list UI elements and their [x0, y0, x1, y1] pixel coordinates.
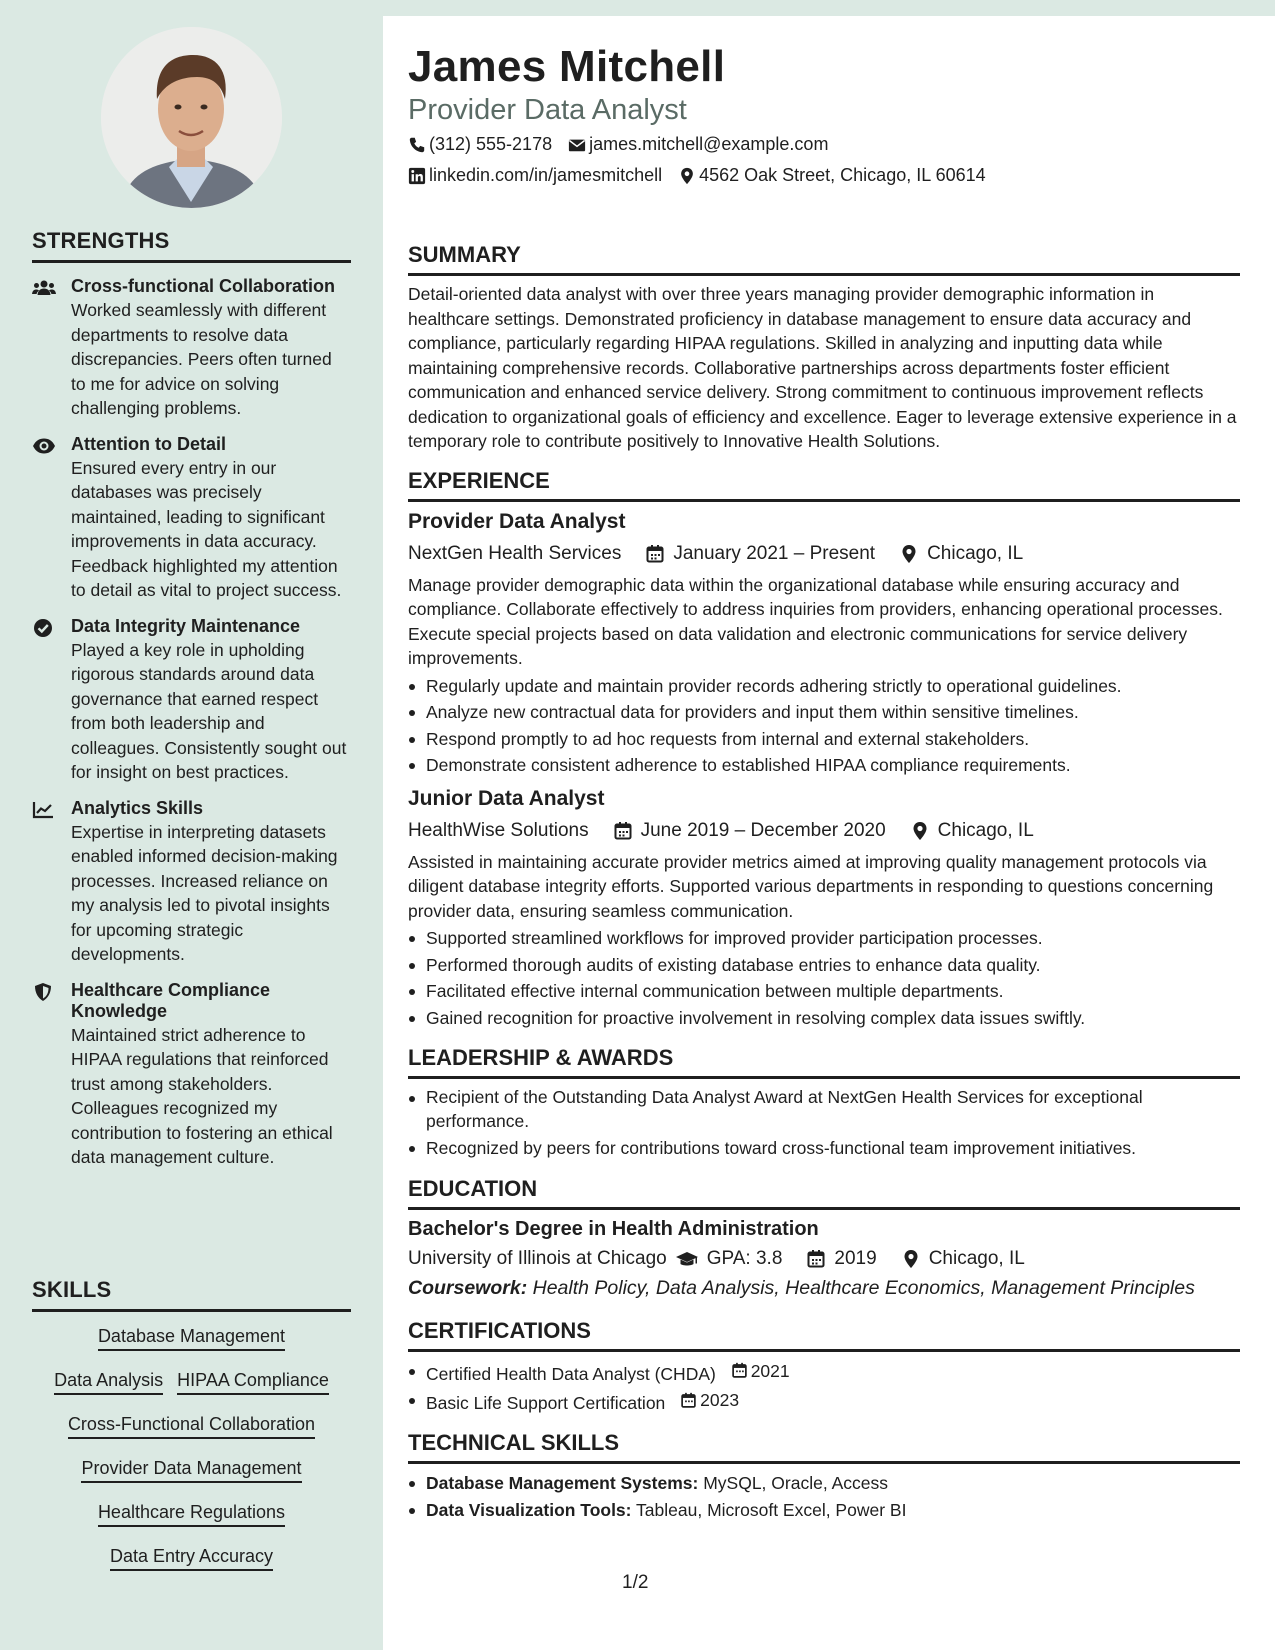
skill-tag: Cross-Functional Collaboration — [68, 1414, 315, 1439]
strength-title: Healthcare Compliance Knowledge — [71, 979, 271, 1021]
job-bullets — [408, 925, 1240, 1031]
job-entry — [408, 510, 1240, 779]
linkedin-contact[interactable] — [408, 165, 662, 186]
technical-skill-label: Data Visualization Tools: — [426, 1499, 632, 1520]
technical-skills-list — [408, 1470, 1240, 1523]
profile-photo — [101, 27, 282, 208]
address-contact — [678, 165, 986, 186]
shield-icon — [32, 982, 56, 1002]
main-content — [383, 16, 1275, 1650]
job-bullet: Demonstrate consistent adherence to established HIPAA compliance requirements. — [408, 752, 1240, 779]
contact-row — [408, 134, 828, 155]
job-dates: June 2019 – December 2020 — [640, 819, 886, 841]
certifications-heading: CERTIFICATIONS — [408, 1318, 1240, 1352]
calendar-icon — [645, 544, 665, 564]
leadership-list — [408, 1085, 1240, 1162]
job-bullet: Facilitated effective internal communication between multiple departments. — [408, 978, 1240, 1005]
job-bullets — [408, 673, 1240, 779]
job-bullet: Supported streamlined workflows for improved provider participation processes. — [408, 925, 1240, 952]
summary-text: Detail-oriented data analyst with over three years managing provider demographic information in healthcare settings. Demonstrated proficiency in database management to ensure data accuracy and compliance, particularly regarding HIPAA regulations. Skilled in analyzing and inputting data while maintaining comprehensive records. Collaborative partnerships across departments foster efficient communication and enhanced service delivery. Strong commitment to continuous improvement reflects dedication to organizational goals of efficiency and excellence. Eager to leverage extensive experience in a temporary role to contribute positively to Innovative Health Solutions. — [408, 284, 1237, 451]
job-location: Chicago, IL — [927, 542, 1024, 564]
job-bullet: Regularly update and maintain provider records adhering strictly to operational guidelines. — [408, 673, 1240, 700]
strength-item — [32, 980, 351, 1170]
job-bullet: Gained recognition for proactive involvement in resolving complex data issues swiftly. — [408, 1005, 1240, 1032]
skill-tag: Healthcare Regulations — [98, 1502, 285, 1527]
calendar-icon — [731, 1362, 748, 1379]
technical-skill-item — [408, 1497, 1240, 1524]
experience-heading: EXPERIENCE — [408, 468, 1240, 502]
job-company: NextGen Health Services — [408, 542, 622, 564]
strength-item — [32, 616, 351, 785]
skill-tag: Database Management — [98, 1326, 285, 1351]
education-meta — [408, 1248, 1240, 1270]
certifications-list — [408, 1358, 1240, 1417]
certification-name: Certified Health Data Analyst (CHDA) — [426, 1363, 716, 1384]
envelope-icon — [568, 136, 586, 154]
strength-title: Cross-functional Collaboration — [71, 276, 336, 296]
chart-line-icon — [32, 800, 56, 820]
certification-name: Basic Life Support Certification — [426, 1392, 666, 1413]
phone-icon — [408, 136, 426, 154]
linkedin-icon — [408, 167, 426, 185]
coursework-text: Health Policy, Data Analysis, Healthcare Economics, Management Principles — [532, 1276, 1195, 1299]
calendar-icon — [680, 1392, 697, 1409]
phone-contact[interactable] — [408, 134, 552, 155]
skill-tag: Provider Data Management — [81, 1458, 301, 1483]
job-dates: January 2021 – Present — [673, 542, 876, 564]
contact-row — [408, 165, 986, 186]
main-sections — [408, 242, 1240, 1523]
strength-text: Expertise in interpreting datasets enabled informed decision-making processes. Increased reliance on my analysis led to pivotal insights for upcoming strategic developments. — [71, 821, 338, 964]
job-bullet: Respond promptly to ad hoc requests from internal and external stakeholders. — [408, 726, 1240, 753]
strengths-section — [32, 228, 351, 1170]
job-location: Chicago, IL — [937, 819, 1034, 841]
strength-text: Ensured every entry in our databases was precisely maintained, leading to significant improvements in data accuracy. Feedback highlighted my attention to detail as vital to project success. — [71, 457, 342, 600]
technical-skill-value: Tableau, Microsoft Excel, Power BI — [636, 1499, 907, 1520]
award-item: Recognized by peers for contributions toward cross-functional team improvement initiatives. — [408, 1135, 1240, 1162]
technical-skill-value: MySQL, Oracle, Access — [703, 1473, 888, 1493]
email-contact[interactable] — [568, 134, 828, 155]
linkedin-text: linkedin.com/in/jamesmitchell — [429, 165, 663, 185]
strength-title: Attention to Detail — [71, 433, 226, 454]
award-item: Recipient of the Outstanding Data Analyst Award at NextGen Health Services for exceptional performance. — [408, 1085, 1240, 1133]
strength-text: Worked seamlessly with different departments to resolve data discrepancies. Peers often turned to me for advice on solving challenging problems. — [71, 300, 332, 418]
job-title: Provider Data Analyst — [408, 509, 626, 533]
sidebar — [0, 0, 383, 1650]
strength-text: Played a key role in upholding rigorous standards around data governance that earned respect from both leadership and colleagues. Consistently sought out for insight on best practices. — [71, 639, 347, 782]
location-pin-icon — [899, 544, 919, 564]
job-title: Junior Data Analyst — [408, 786, 605, 810]
candidate-title: Provider Data Analyst — [408, 94, 687, 126]
strength-item — [32, 434, 351, 603]
skill-tag: Data Entry Accuracy — [110, 1546, 273, 1571]
coursework — [408, 1277, 1240, 1300]
location-pin-icon — [678, 167, 696, 185]
job-bullet: Performed thorough audits of existing database entries to enhance data quality. — [408, 952, 1240, 979]
certification-year: 2023 — [700, 1389, 740, 1410]
phone-text: (312) 555-2178 — [429, 134, 553, 154]
strength-item — [32, 798, 351, 967]
school-name: University of Illinois at Chicago — [408, 1247, 667, 1269]
strengths-heading: STRENGTHS — [32, 228, 351, 263]
calendar-icon — [806, 1249, 826, 1269]
job-meta — [408, 820, 1240, 842]
gpa: GPA: 3.8 — [706, 1247, 783, 1269]
certification-item — [408, 1387, 1240, 1416]
check-circle-icon — [32, 618, 56, 638]
education-location: Chicago, IL — [928, 1247, 1025, 1269]
candidate-name: James Mitchell — [408, 42, 726, 91]
strength-item — [32, 276, 351, 421]
skill-tag: Data Analysis — [54, 1370, 163, 1395]
page-number: 1/2 — [622, 1572, 649, 1593]
address-text: 4562 Oak Street, Chicago, IL 60614 — [699, 165, 986, 185]
job-description: Manage provider demographic data within the organizational database while ensuring accuracy and compliance. Collaborate effectively to address inquiries from providers, enhancing operational processes. Execute special projects based on data validation and electronic communications for service delivery improvements. — [408, 574, 1223, 668]
calendar-icon — [613, 821, 633, 841]
location-pin-icon — [910, 821, 930, 841]
technical-skill-item — [408, 1470, 1240, 1497]
job-bullet: Analyze new contractual data for providers and input them within sensitive timelines. — [408, 699, 1240, 726]
skill-tag: HIPAA Compliance — [177, 1370, 329, 1395]
education-heading: EDUCATION — [408, 1176, 1240, 1210]
job-company: HealthWise Solutions — [408, 819, 589, 841]
strength-title: Data Integrity Maintenance — [71, 615, 301, 636]
eye-icon — [32, 436, 56, 456]
location-pin-icon — [901, 1249, 921, 1269]
degree-title: Bachelor's Degree in Health Administration — [408, 1217, 819, 1240]
certification-year: 2021 — [750, 1360, 790, 1381]
job-description: Assisted in maintaining accurate provider metrics aimed at improving quality management protocols via diligent database integrity efforts. Supported various departments in responding to questions concerning provider data, ensuring seamless communication. — [408, 851, 1214, 921]
summary-heading: SUMMARY — [408, 242, 1240, 276]
strength-text: Maintained strict adherence to HIPAA regulations that reinforced trust among stakeholders. Colleagues recognized my contribution to fostering an ethical data management culture. — [71, 1024, 333, 1167]
job-entry — [408, 787, 1240, 1032]
graduation-year: 2019 — [834, 1247, 877, 1269]
graduation-cap-icon — [675, 1249, 699, 1269]
job-meta — [408, 543, 1240, 565]
skills-heading: SKILLS — [32, 1277, 351, 1312]
coursework-label: Coursework: — [408, 1276, 528, 1299]
email-text: james.mitchell@example.com — [589, 134, 829, 154]
certification-item — [408, 1358, 1240, 1387]
users-icon — [32, 278, 56, 298]
technical-skill-label: Database Management Systems: — [426, 1473, 699, 1493]
skills-section — [32, 1277, 351, 1590]
technical-skills-heading: TECHNICAL SKILLS — [408, 1430, 1240, 1464]
strength-title: Analytics Skills — [71, 797, 204, 818]
skills-list — [32, 1326, 351, 1571]
leadership-heading: LEADERSHIP & AWARDS — [408, 1045, 1240, 1079]
